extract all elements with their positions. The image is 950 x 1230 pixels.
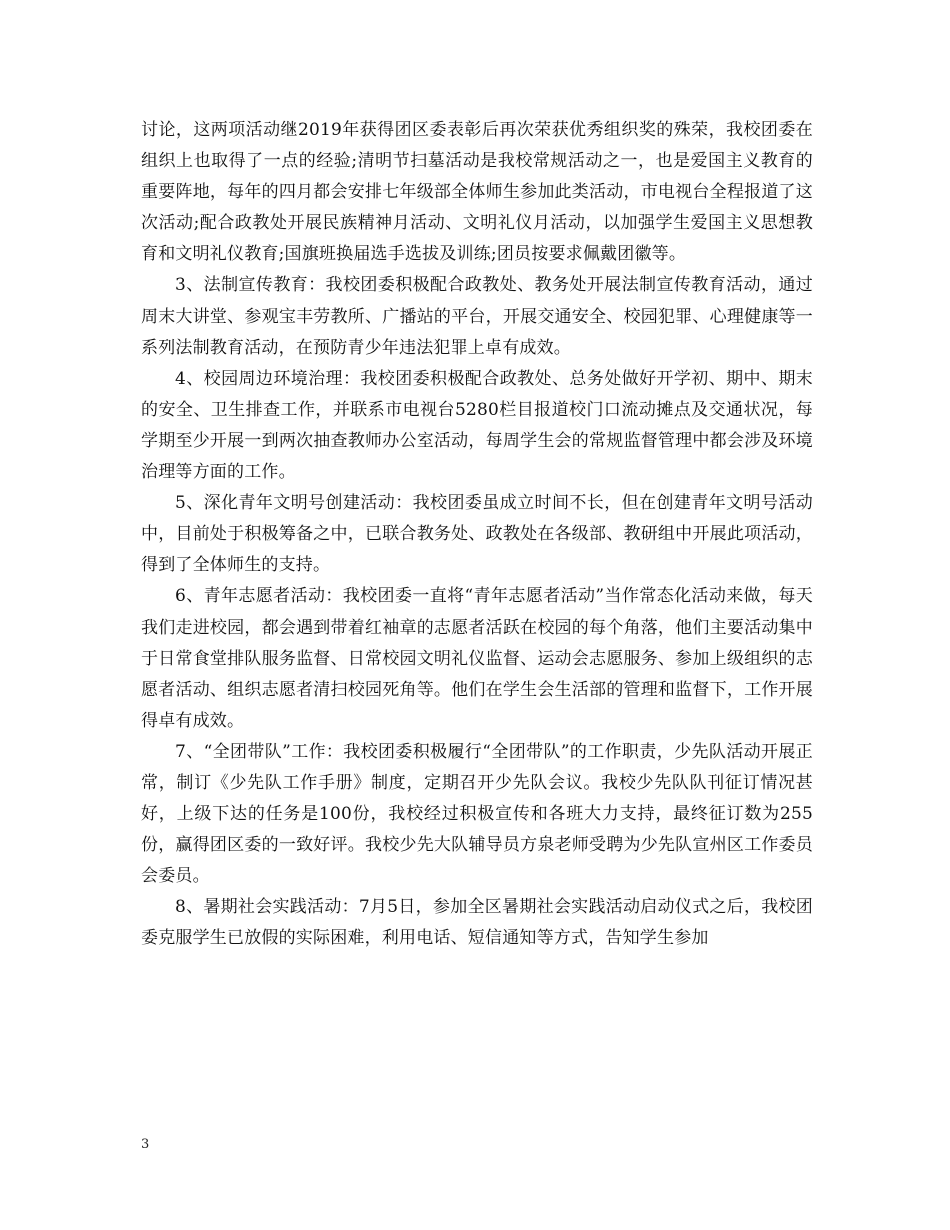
paragraph-2: 3、法制宣传教育：我校团委积极配合政教处、教务处开展法制宣传教育活动，通过周末大讲堂、参观宝丰劳教所、广播站的平台，开展交通安全、校园犯罪、心理健康等一系列法制教育活动，在预防青少年违法犯罪上卓有成效。 (141, 275, 813, 358)
paragraph-7: 8、暑期社会实践活动：7月5日，参加全区暑期社会实践活动启动仪式之后，我校团委克服学生已放假的实际困难，利用电话、短信通知等方式，告知学生参加 (141, 897, 813, 949)
paragraph-4: 5、深化青年文明号创建活动：我校团委虽成立时间不长，但在创建青年文明号活动中，目前处于积极筹备之中，已联合教务处、政教处在各级部、教研组中开展此项活动，得到了全体师生的支持。 (141, 493, 813, 576)
paragraph-3: 4、校园周边环境治理：我校团委积极配合政教处、总务处做好开学初、期中、期末的安全、卫生排查工作，并联系市电视台5280栏目报道校门口流动摊点及交通状况，每学期至少开展一到两次抽查教师办公室活动，每周学生会的常规监督管理中都会涉及环境治理等方面的工作。 (141, 368, 813, 483)
paragraph-5: 6、青年志愿者活动：我校团委一直将“青年志愿者活动”当作常态化活动来做，每天我们走进校园，都会遇到带着红袖章的志愿者活跃在校园的每个角落，他们主要活动集中于日常食堂排队服务监督、日常校园文明礼仪监督、运动会志愿服务、参加上级组织的志愿者活动、组织志愿者清扫校园死角等。他们在学生会生活部的管理和监督下，工作开展得卓有成效。 (141, 586, 813, 731)
document-body (141, 115, 813, 955)
paragraph-1: 讨论，这两项活动继2019年获得团区委表彰后再次荣获优秀组织奖的殊荣，我校团委在组织上也取得了一点的经验;清明节扫墓活动是我校常规活动之一，也是爱国主义教育的重要阵地，每年的四月都会安排七年级部全体师生参加此类活动，市电视台全程报道了这次活动;配合政教处开展民族精神月活动、文明礼仪月活动，以加强学生爱国主义思想教育和文明礼仪教育;国旗班换届选手选拔及训练;团员按要求佩戴团徽等。 (141, 120, 813, 265)
page-number: 3 (141, 1137, 150, 1152)
paragraph-6: 7、“全团带队”工作：我校团委积极履行“全团带队”的工作职责，少先队活动开展正常，制订《少先队工作手册》制度，定期召开少先队会议。我校少先队队刊征订情况甚好，上级下达的任务是100份，我校经过积极宣传和各班大力支持，最终征订数为255份，赢得团区委的一致好评。我校少先大队辅导员方泉老师受聘为少先队宣州区工作委员会委员。 (141, 741, 813, 887)
